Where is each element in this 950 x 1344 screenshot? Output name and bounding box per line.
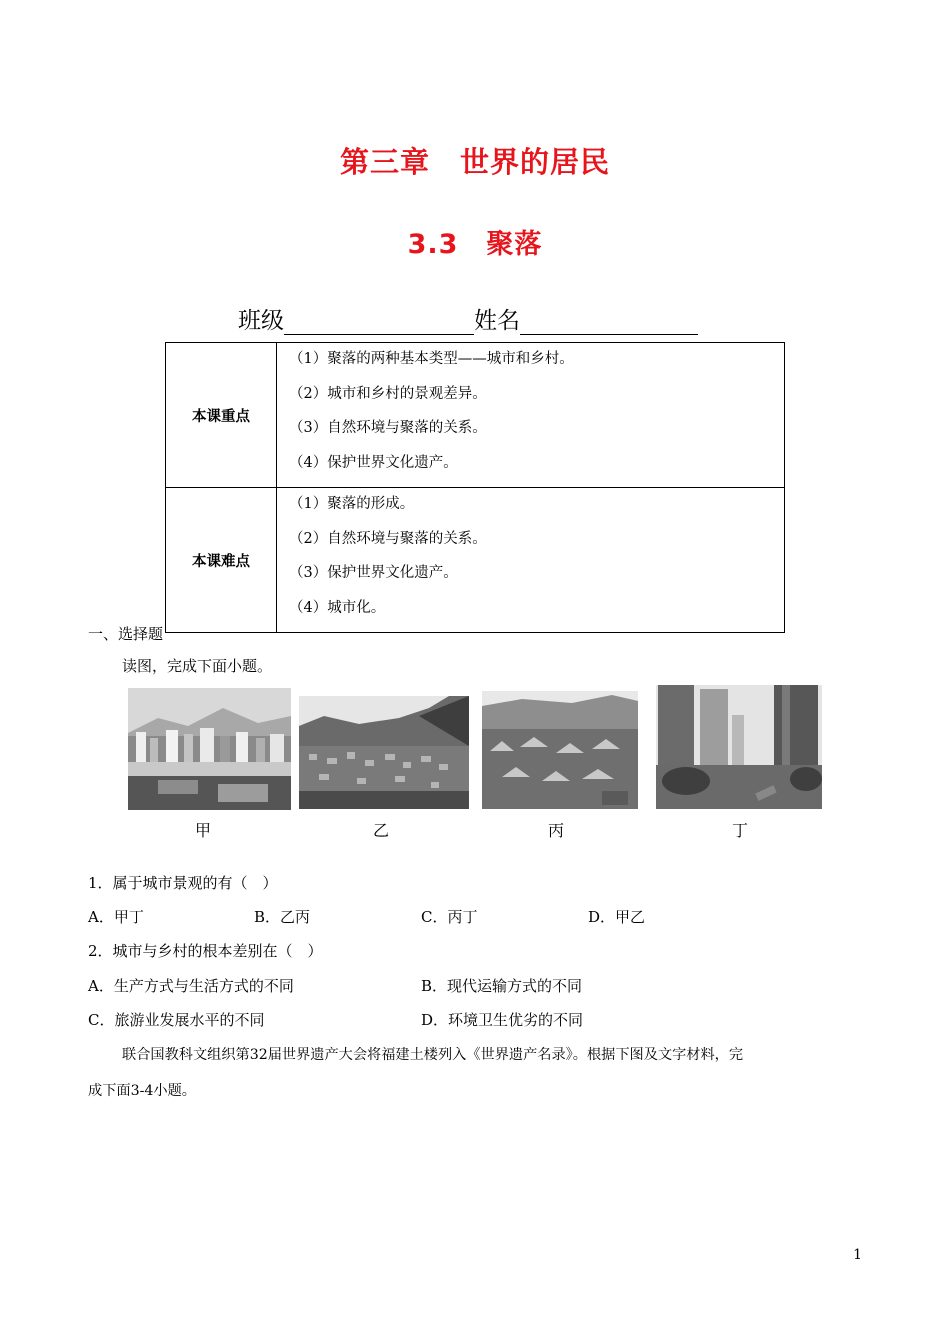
class-label: 班级 bbox=[238, 308, 284, 334]
difficulties-row bbox=[166, 488, 785, 633]
photo-yi bbox=[299, 696, 469, 809]
q2-option-d[interactable]: D．环境卫生优劣的不同 bbox=[421, 1011, 584, 1029]
key-point-item: （4）保护世界文化遗产。 bbox=[289, 454, 458, 471]
photo-caption: 甲 bbox=[194, 821, 211, 840]
photo-caption: 丙 bbox=[547, 821, 564, 840]
key-points-heading: 本课重点 bbox=[166, 343, 277, 488]
class-blank[interactable] bbox=[284, 308, 474, 335]
difficulties-heading: 本课难点 bbox=[166, 488, 277, 633]
question-2-stem: 2．城市与乡村的根本差别在（ ） bbox=[88, 942, 323, 960]
key-point-item: （1）聚落的两种基本类型——城市和乡村。 bbox=[289, 351, 574, 367]
q1-option-a[interactable]: A．甲丁 bbox=[88, 908, 144, 926]
section-intro: 读图，完成下面小题。 bbox=[122, 657, 273, 675]
key-point-item: （3）自然环境与聚落的关系。 bbox=[289, 420, 487, 436]
photo-bing bbox=[482, 691, 638, 809]
q2-option-a[interactable]: A．生产方式与生活方式的不同 bbox=[88, 977, 294, 995]
chapter-title: 第三章 世界的居民 bbox=[339, 145, 610, 179]
passage-line-2: 成下面3-4小题。 bbox=[88, 1083, 196, 1099]
q1-option-b[interactable]: B．乙丙 bbox=[254, 908, 311, 926]
photo-caption: 丁 bbox=[731, 821, 748, 840]
photo-ding bbox=[656, 685, 822, 809]
question-1-stem: 1．属于城市景观的有（ ） bbox=[88, 874, 278, 892]
key-point-item: （2）城市和乡村的景观差异。 bbox=[289, 385, 487, 402]
name-label: 姓名 bbox=[474, 308, 520, 334]
class-name-line bbox=[238, 302, 698, 335]
lesson-title: 3.3 聚落 bbox=[407, 229, 543, 260]
name-blank[interactable] bbox=[520, 308, 698, 335]
q1-option-d[interactable]: D．甲乙 bbox=[588, 908, 646, 926]
photo-jia bbox=[128, 688, 291, 810]
photo-caption: 乙 bbox=[372, 821, 389, 840]
q2-option-c[interactable]: C．旅游业发展水平的不同 bbox=[88, 1011, 265, 1029]
difficulty-item: （3）保护世界文化遗产。 bbox=[289, 565, 458, 581]
difficulty-item: （2）自然环境与聚落的关系。 bbox=[289, 530, 487, 547]
section-title: 一、选择题 bbox=[88, 625, 164, 643]
passage-line-1: 联合国教科文组织第32届世界遗产大会将福建土楼列入《世界遗产名录》。根据下图及文字材料，完 bbox=[122, 1047, 744, 1063]
q1-option-c[interactable]: C．丙丁 bbox=[421, 908, 478, 926]
q2-option-b[interactable]: B．现代运输方式的不同 bbox=[421, 977, 583, 995]
key-points-row bbox=[166, 343, 785, 488]
objectives-table bbox=[165, 342, 785, 633]
difficulty-item: （4）城市化。 bbox=[289, 599, 386, 616]
page-number: 1 bbox=[853, 1247, 862, 1263]
difficulty-item: （1）聚落的形成。 bbox=[289, 496, 415, 512]
